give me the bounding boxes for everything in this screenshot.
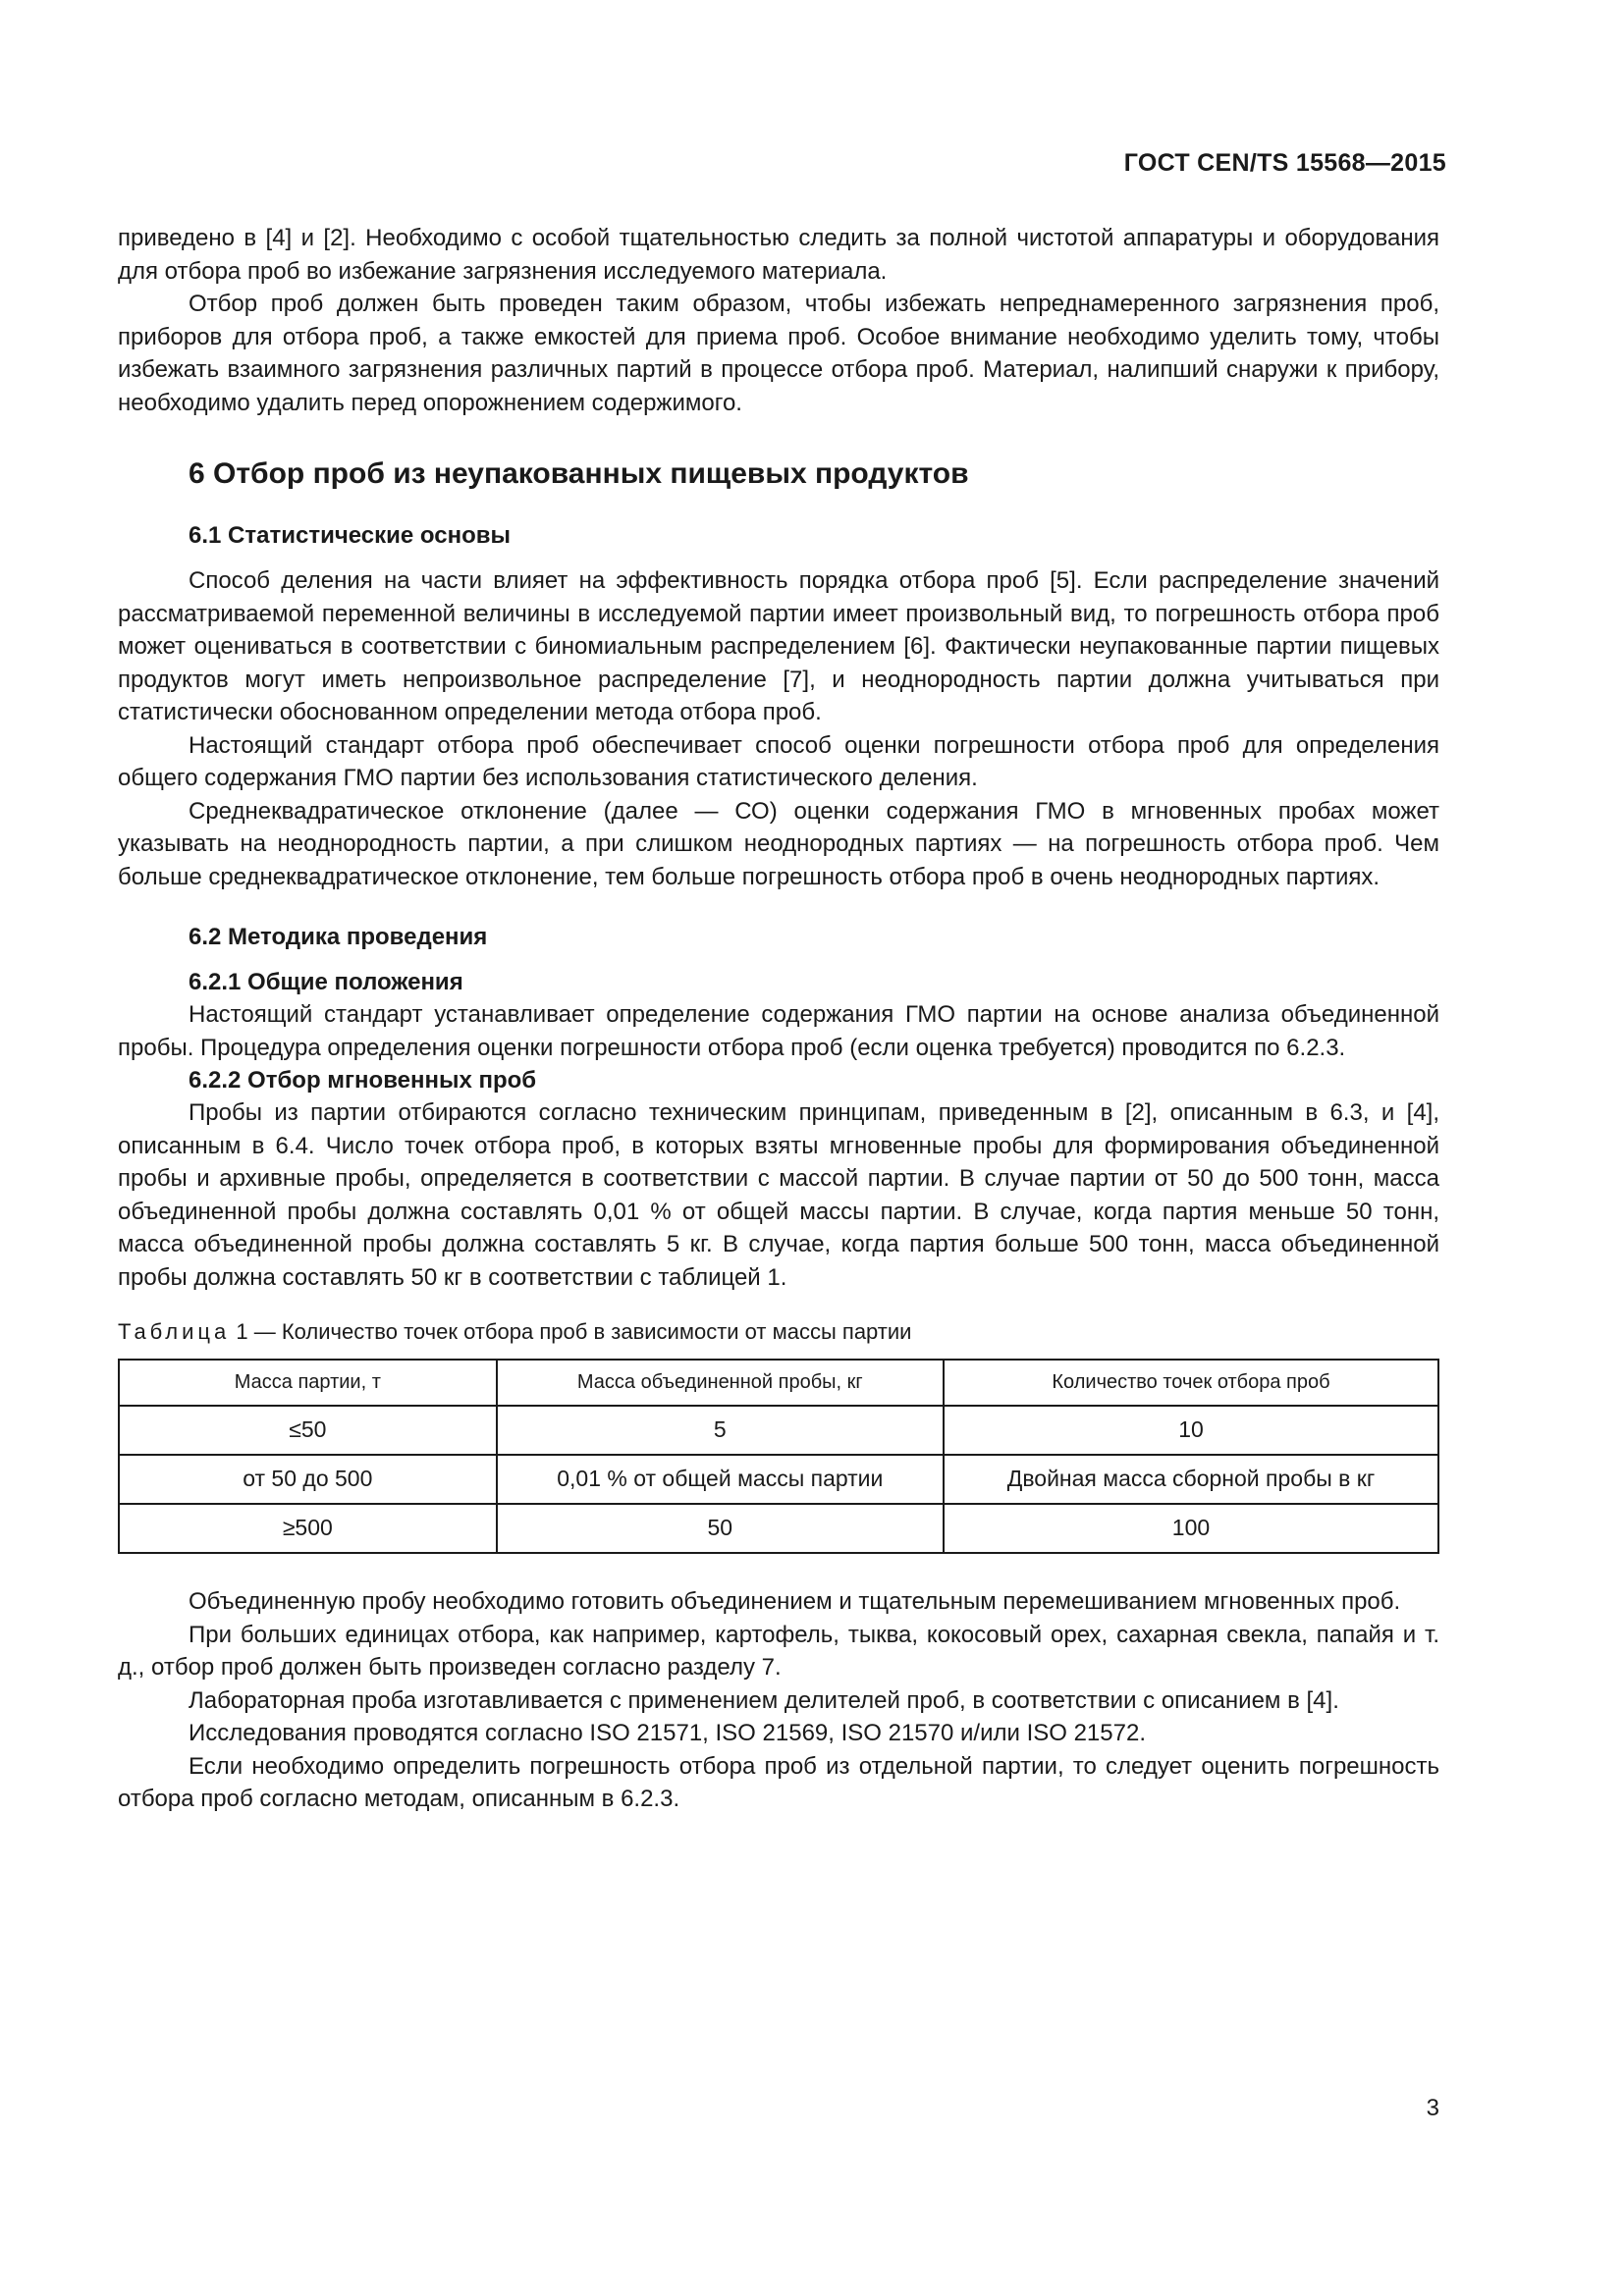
table-cell: 10: [944, 1406, 1438, 1455]
standard-code: ГОСТ CEN/TS 15568—2015: [1123, 149, 1446, 177]
page-number: 3: [1426, 2095, 1439, 2121]
table-cell: 0,01 % от общей массы партии: [497, 1455, 944, 1504]
after-paragraph-2: При больших единицах отбора, как например, картофель, тыква, кокосовый орех, сахарная свекла, папайя и т. д., отбор проб должен быть произведен согласно разделу 7.: [118, 1621, 1439, 1681]
table-caption-text: 1 — Количество точек отбора проб в зависимости от массы партии: [230, 1319, 912, 1344]
table-cell: 5: [497, 1406, 944, 1455]
section-6-1-paragraph-1: Способ деления на части влияет на эффективность порядка отбора проб [5]. Если распределение значений рассматриваемой переменной величины в исследуемой партии имеет произвольный вид, то погрешность отбора проб может оцениваться в соответствии с биномиальным распределением [6]. Фактически неупакованные партии пищевых продуктов могут иметь непроизвольное распределение [7], и неоднородность партии должна учитываться при статистически обоснованном определении метода отбора проб.: [118, 567, 1439, 725]
after-paragraph-5: Если необходимо определить погрешность отбора проб из отдельной партии, то следует оценить погрешность отбора проб согласно методам, описанным в 6.2.3.: [118, 1752, 1439, 1812]
table-cell: 50: [497, 1504, 944, 1553]
intro-paragraph-1: приведено в [4] и [2]. Необходимо с особой тщательностью следить за полной чистотой аппаратуры и оборудования для отбора проб во избежание загрязнения исследуемого материала.: [118, 225, 1439, 285]
table-header-row: [119, 1360, 1438, 1406]
table-cell: ≤50: [119, 1406, 497, 1455]
table-cell: Двойная масса сборной пробы в кг: [944, 1455, 1438, 1504]
table-row: [119, 1406, 1438, 1455]
table-cell: от 50 до 500: [119, 1455, 497, 1504]
table-header-cell: Масса партии, т: [119, 1360, 497, 1406]
section-6-title: 6 Отбор проб из неупакованных пищевых продуктов: [189, 457, 969, 490]
table-caption-prefix: Таблица: [118, 1319, 231, 1344]
section-6-2-2-title: 6.2.2 Отбор мгновенных проб: [189, 1067, 537, 1094]
section-6-2-2-paragraph: Пробы из партии отбираются согласно техническим принципам, приведенным в [2], описанным в 6.3, и [4], описанным в 6.4. Число точек отбора проб, в которых взяты мгновенные пробы для формирования объединенной пробы и архивные пробы, определяется в соответствии с массой партии. В случае партии от 50 до 500 тонн, масса объединенной пробы должна составлять 0,01 % от общей массы партии. В случае, когда партия меньше 50 тонн, масса объединенной пробы должна составлять 5 кг. В случае, когда партия больше 500 тонн, масса объединенной пробы должна составлять 50 кг в соответствии с таблицей 1.: [118, 1099, 1439, 1291]
section-6-2-1-paragraph: Настоящий стандарт устанавливает определение содержания ГМО партии на основе анализа объединенной пробы. Процедура определения оценки погрешности отбора проб (если оценка требуется) проводится по 6.2.3.: [118, 1001, 1439, 1061]
section-6-2-1-title: 6.2.1 Общие положения: [189, 969, 463, 995]
table-header-cell: Масса объединенной пробы, кг: [497, 1360, 944, 1406]
after-paragraph-4: Исследования проводятся согласно ISO 21571, ISO 21569, ISO 21570 и/или ISO 21572.: [189, 1720, 1146, 1746]
table-row: [119, 1455, 1438, 1504]
intro-paragraph-2: Отбор проб должен быть проведен таким образом, чтобы избежать непреднамеренного загрязнения проб, приборов для отбора проб, а также емкостей для приема проб. Особое внимание необходимо уделить тому, чтобы избежать взаимного загрязнения различных партий в процессе отбора проб. Материал, налипший снаружи к прибору, необходимо удалить перед опорожнением содержимого.: [118, 291, 1439, 416]
section-6-1-title: 6.1 Статистические основы: [189, 522, 512, 549]
section-6-2-title: 6.2 Методика проведения: [189, 924, 488, 950]
page-content: [118, 222, 1439, 1816]
table-row: [119, 1504, 1438, 1553]
after-paragraph-1: Объединенную пробу необходимо готовить объединением и тщательным перемешиванием мгновенных проб.: [189, 1588, 1401, 1615]
table-1-caption: [118, 1317, 1439, 1347]
section-6-1-paragraph-3: Среднеквадратическое отклонение (далее — СО) оценки содержания ГМО в мгновенных пробах может указывать на неоднородность партии, а при слишком неоднородных партиях — на погрешность отбора проб. Чем больше среднеквадратическое отклонение, тем больше погрешность отбора проб в очень неоднородных партиях.: [118, 797, 1439, 890]
table-cell: 100: [944, 1504, 1438, 1553]
after-table-text: [118, 1585, 1439, 1816]
table-cell: ≥500: [119, 1504, 497, 1553]
table-1: [118, 1359, 1439, 1554]
section-6-1-paragraph-2: Настоящий стандарт отбора проб обеспечивает способ оценки погрешности отбора проб для определения общего содержания ГМО партии без использования статистического деления.: [118, 731, 1439, 791]
table-header-cell: Количество точек отбора проб: [944, 1360, 1438, 1406]
after-paragraph-3: Лабораторная проба изготавливается с применением делителей проб, в соответствии с описанием в [4].: [189, 1686, 1339, 1714]
